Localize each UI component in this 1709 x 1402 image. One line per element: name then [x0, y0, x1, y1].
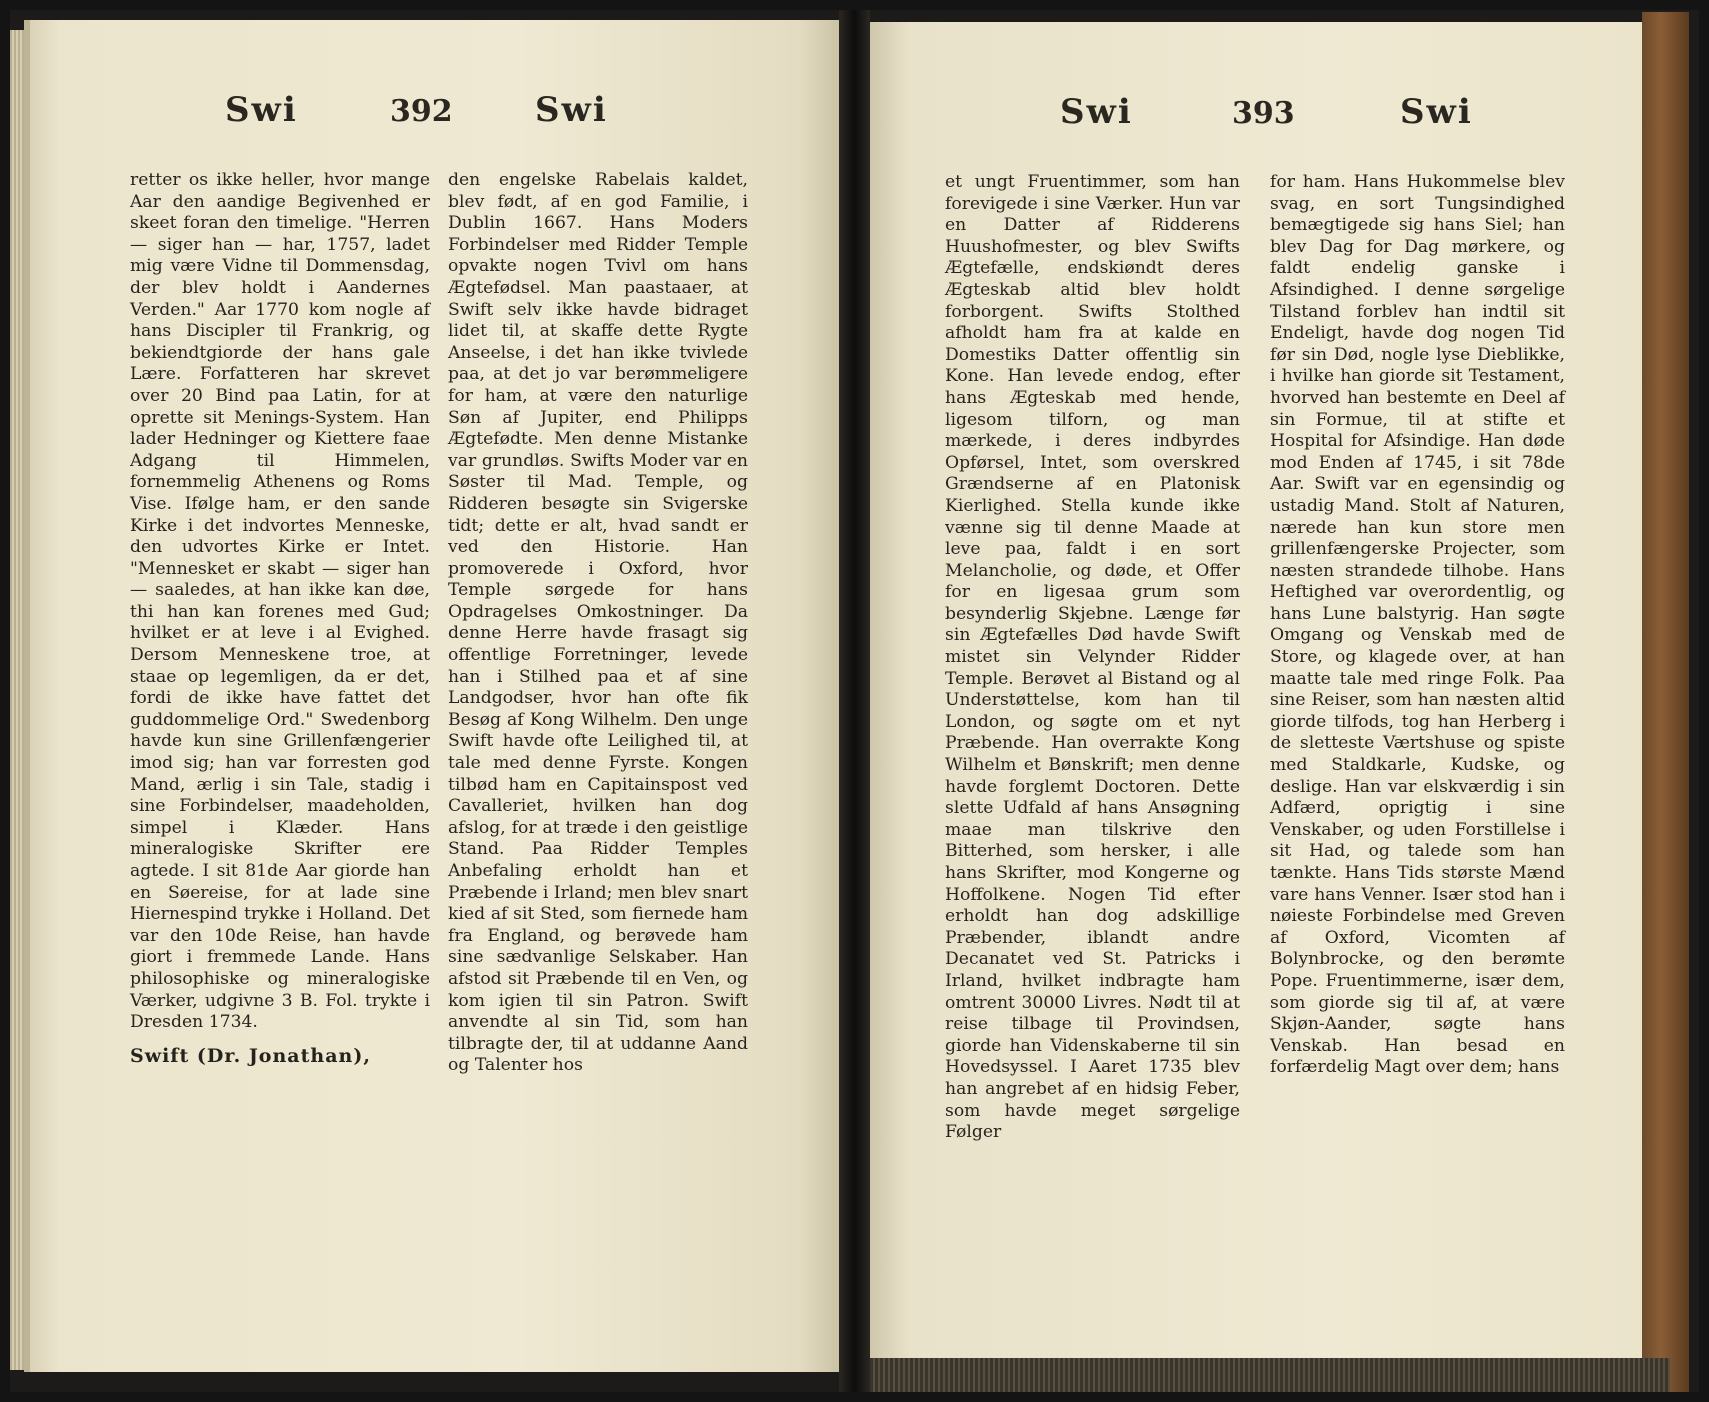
right-page-number: 393	[1232, 96, 1295, 131]
right-column-2-text: for ham. Hans Hukommelse blev svag, en sort Tungsindighed bemægtigede sig hans Siel; han blev Dag for Dag mørkere, og faldt endelig ganske i Afsindighed. I denne sørgelige Tilstand forblev han indtil sit Endeligt, havde dog nogen Tid før sin Død, nogle lyse Dieblikke, i hvilke han giorde sit Testament, hvorved han bestemte en Deel af sin Formue, til at stifte et Hospital for Afsindige. Han døde mod Enden af 1745, i sit 78de Aar. Swift var en egensindig og ustadig Mand. Stolt af Naturen, nærede han kun store men grillenfængerske Projecter, som næsten strandede tilhobe. Hans Heftighed var overordentlig, og hans Lune balstyrig. Han søgte Omgang og Venskab med de Store, og klagede over, at han maatte tale med ringe Folk. Paa sine Reiser, som han næsten altid giorde tilfods, tog han Herberg i de sletteste Værtshuse og spiste med Staldkarle, Kudske, og deslige. Han var elskværdig i sin Adfærd, oprigtig i sine Venskaber, og uden Forstillelse i sit Had, og talede som han tænkte. Hans Tids største Mænd vare hans Venner. Især stod han i nøieste Forbindelse med Greven af Oxford, Vicomten af Bolynbrocke, og den berømte Pope. Fruentimmerne, især dem, som giorde sig til af, at være Skjøn-Aander, søgte hans Venskab. Han besad en forfærdelig Magt over dem; hans	[1270, 172, 1565, 1078]
right-column-2	[1270, 172, 1565, 1079]
right-column-1-text: et ungt Fruentimmer, som han forevigede i sine Værker. Hun var en Datter af Ridderens Huushofmester, og blev Swifts Ægtefælle, endskiøndt deres Ægteskab altid blev holdt forborgent. Swifts Stolthed afholdt ham fra at kalde en Domestiks Datter offentlig sin Kone. Han levede endog, efter hans Ægteskab med hende, ligesom tilforn, og man mærkede, i deres indbyrdes Opførsel, Intet, som overskred Grændserne af en Platonisk Kierlighed. Stella kunde ikke vænne sig til denne Maade at leve paa, faldt i en sort Melancholie, og døde, et Offer for en ligesaa grum som besynderlig Skjebne. Længe før sin Ægtefælles Død havde Swift mistet sin Velynder Ridder Temple. Berøvet al Bistand og al Understøttelse, kom han til London, og søgte om et nyt Præbende. Han overrakte Kong Wilhelm et Bønskrift; men denne havde forglemt Doctoren. Dette slette Udfald af hans Ansøgning maae man tilskrive den Bitterhed, som hersker, i alle hans Skrifter, mod Kongerne og Hoffolkene. Nogen Tid efter erholdt han dog adskillige Præbender, iblandt andre Decanatet ved St. Patricks i Irland, hvilket indbragte ham omtrent 30000 Livres. Nødt til at reise tilbage til Provindsen, giorde han Videnskaberne til sin Hovedsyssel. I Aaret 1735 blev han angrebet af en hidsig Feber, som havde meget sørgelige Følger	[945, 172, 1240, 1143]
left-running-head	[30, 90, 839, 140]
left-headword-left: Swi	[225, 90, 298, 130]
right-headword-right: Swi	[1400, 92, 1473, 132]
left-page-number: 392	[390, 94, 453, 129]
right-page	[870, 22, 1642, 1358]
book-cover-edge	[1642, 12, 1689, 1392]
left-column-1-text: retter os ikke heller, hvor mange Aar den aandige Begivenhed er skeet foran den timelige. "Herren — siger han — har, 1757, ladet mig være Vidne til Dommensdag, der blev holdt i Aandernes Verden." Aar 1770 kom nogle af hans Discipler til Frankrig, og bekiendtgiorde der hans gale Lære. Forfatteren har skrevet over 20 Bind paa Latin, for at oprette sit Menings-System. Han lader Hedninger og Kiettere faae Adgang til Himmelen, fornemmelig Athenens og Roms Vise. Ifølge ham, er den sande Kirke i det indvortes Menneske, den udvortes Kirke er Intet. "Mennesket er skabt — siger han — saaledes, at han ikke kan døe, thi han kan forenes med Gud; hvilket er at leve i al Evighed. Dersom Menneskene troe, at staae op legemligen, da er det, fordi de ikke have fattet det guddommelige Ord." Swedenborg havde kun sine Grillenfængerier imod sig; han var forresten god Mand, ærlig i sin Tale, stadig i sine Forbindelser, maadeholden, simpel i Klæder. Hans mineralogiske Skrifter ere agtede. I sit 81de Aar giorde han en Søereise, for at lade sine Hiernespind trykke i Holland. Det var den 10de Reise, han havde giort i fremmede Lande. Hans philosophiske og mineralogiske Værker, udgivne 3 B. Fol. trykte i Dresden 1734.	[130, 170, 430, 1033]
entry-heading-swift: Swift (Dr. Jonathan),	[130, 1044, 371, 1067]
left-column-2-text: den engelske Rabelais kaldet, blev født, af en god Familie, i Dublin 1667. Hans Moders Forbindelser med Ridder Temple opvakte nogen Tvivl om hans Ægtefødsel. Man paastaaer, at Swift selv ikke havde bidraget lidet til, at skaffe dette Rygte Anseelse, i det han ikke tvivlede paa, at det jo var berømmeligere for ham, at være den naturlige Søn af Jupiter, end Philipps Ægtefødte. Men denne Mistanke var grundløs. Swifts Moder var en Søster til Mad. Temple, og Ridderen besøgte sin Svigerske tidt; dette er alt, hvad sandt er ved den Historie. Han promoverede i Oxford, hvor Temple sørgede for hans Opdragelses Omkostninger. Da denne Herre havde frasagt sig offentlige Forretninger, levede han i Stilhed paa et af sine Landgodser, hvor han ofte fik Besøg af Kong Wilhelm. Den unge Swift havde ofte Leilighed til, at tale med denne Fyrste. Kongen tilbød ham en Capitainspost ved Cavalleriet, hvilken han dog afslog, for at træde i den geistlige Stand. Paa Ridder Temples Anbefaling erholdt han et Præbende i Irland; men blev snart kied af sit Sted, som fiernede ham fra England, og berøvede ham sine sædvanlige Selskaber. Han afstod sit Præbende til en Ven, og kom igien til sin Patron. Swift anvendte al sin Tid, som han tilbragte der, til at uddanne Aand og Talenter hos	[448, 170, 748, 1076]
right-headword-left: Swi	[1060, 92, 1133, 132]
right-column-1	[945, 172, 1240, 1144]
left-page	[24, 20, 839, 1372]
left-column-1	[130, 170, 430, 1067]
page-bottom-edges	[870, 1358, 1670, 1392]
left-headword-right: Swi	[535, 90, 608, 130]
right-running-head	[870, 92, 1642, 142]
left-column-2	[448, 170, 748, 1077]
book-spine	[839, 10, 870, 1392]
